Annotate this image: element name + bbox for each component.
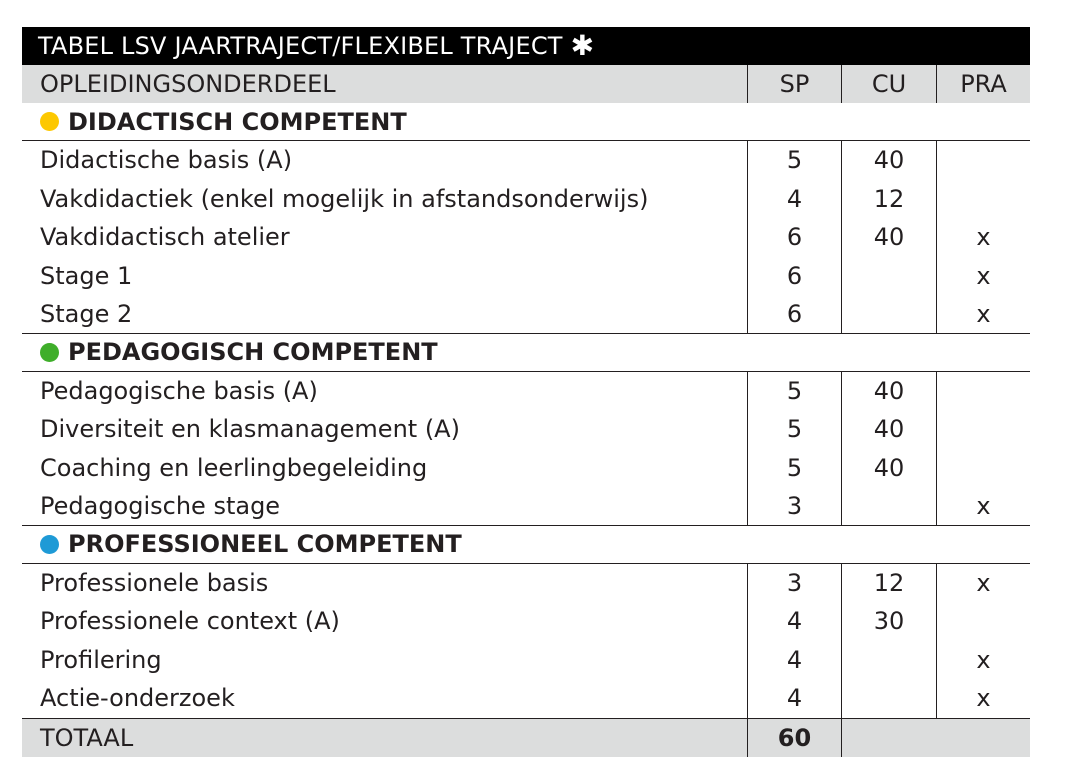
- total-row: [22, 718, 1030, 757]
- yellow-dot-icon: [40, 112, 59, 131]
- row-sp: 5: [747, 410, 841, 449]
- header-component: OPLEIDINGSONDERDEEL: [40, 70, 336, 98]
- table-row: [22, 641, 1030, 680]
- section-pedagogisch: [22, 334, 1030, 372]
- row-cu: 12: [841, 564, 936, 603]
- row-label: Profilering: [40, 645, 162, 674]
- table-row: [22, 564, 1030, 603]
- row-cu: [841, 295, 936, 333]
- row-sp: 5: [747, 141, 841, 180]
- row-pra: [936, 602, 1030, 641]
- table-row: [22, 295, 1030, 334]
- row-cu: 40: [841, 141, 936, 180]
- row-cu: 40: [841, 449, 936, 488]
- row-cu: [841, 679, 936, 718]
- section-title: PROFESSIONEEL COMPETENT: [68, 530, 462, 558]
- header-sp: SP: [747, 65, 841, 103]
- row-pra: x: [936, 679, 1030, 718]
- table-header-row: [22, 65, 1030, 103]
- row-label: Stage 1: [40, 261, 133, 290]
- header-pra: PRA: [936, 65, 1030, 103]
- row-label: Didactische basis (A): [40, 146, 293, 175]
- row-pra: [936, 410, 1030, 449]
- row-cu: [841, 257, 936, 296]
- row-sp: 6: [747, 257, 841, 296]
- row-pra: [936, 372, 1030, 411]
- row-sp: 4: [747, 679, 841, 718]
- row-pra: x: [936, 295, 1030, 333]
- table-row: [22, 602, 1030, 641]
- total-label: TOTAAL: [40, 723, 134, 752]
- section-didactisch: [22, 103, 1030, 141]
- row-label: Diversiteit en klasmanagement (A): [40, 415, 460, 444]
- section-title: DIDACTISCH COMPETENT: [68, 107, 407, 136]
- row-pra: [936, 141, 1030, 180]
- section-professioneel: [22, 526, 1030, 564]
- row-sp: 4: [747, 180, 841, 219]
- table-row: [22, 180, 1030, 219]
- row-label: Pedagogische stage: [40, 491, 281, 520]
- row-cu: 40: [841, 372, 936, 411]
- row-label: Actie-onderzoek: [40, 684, 235, 713]
- table-row: [22, 449, 1030, 488]
- total-sp: 60: [747, 719, 841, 757]
- row-pra: x: [936, 564, 1030, 603]
- row-cu: 40: [841, 410, 936, 449]
- row-sp: 3: [747, 564, 841, 603]
- row-sp: 5: [747, 449, 841, 488]
- row-pra: x: [936, 218, 1030, 257]
- row-cu: 30: [841, 602, 936, 641]
- blue-dot-icon: [40, 535, 59, 554]
- row-sp: 5: [747, 372, 841, 411]
- row-label: Vakdidactisch atelier: [40, 223, 290, 252]
- green-dot-icon: [40, 343, 59, 362]
- total-empty: [841, 719, 1030, 757]
- row-label: Stage 2: [40, 299, 133, 328]
- row-label: Coaching en leerlingbegeleiding: [40, 453, 428, 482]
- row-cu: 40: [841, 218, 936, 257]
- table-row: [22, 257, 1030, 296]
- table-title: TABEL LSV JAARTRAJECT/FLEXIBEL TRAJECT: [38, 32, 563, 60]
- row-pra: x: [936, 257, 1030, 296]
- table-row: [22, 487, 1030, 526]
- table-row: [22, 141, 1030, 180]
- star-icon: ✱: [570, 29, 595, 62]
- competence-table: [22, 27, 1030, 757]
- row-pra: x: [936, 641, 1030, 680]
- row-label: Vakdidactiek (enkel mogelijk in afstandsonderwijs): [40, 184, 649, 213]
- row-cu: [841, 641, 936, 680]
- row-pra: x: [936, 487, 1030, 525]
- table-row: [22, 372, 1030, 411]
- table-title-bar: [22, 27, 1030, 65]
- row-label: Pedagogische basis (A): [40, 376, 318, 405]
- row-cu: [841, 487, 936, 525]
- row-sp: 4: [747, 641, 841, 680]
- row-label: Professionele basis: [40, 568, 269, 597]
- table-row: [22, 410, 1030, 449]
- table-row: [22, 679, 1030, 718]
- row-sp: 6: [747, 295, 841, 333]
- header-cu: CU: [841, 65, 936, 103]
- row-sp: 3: [747, 487, 841, 525]
- row-pra: [936, 449, 1030, 488]
- row-pra: [936, 180, 1030, 219]
- row-sp: 4: [747, 602, 841, 641]
- row-cu: 12: [841, 180, 936, 219]
- table-row: [22, 218, 1030, 257]
- row-sp: 6: [747, 218, 841, 257]
- row-label: Professionele context (A): [40, 607, 340, 636]
- section-title: PEDAGOGISCH COMPETENT: [68, 338, 438, 366]
